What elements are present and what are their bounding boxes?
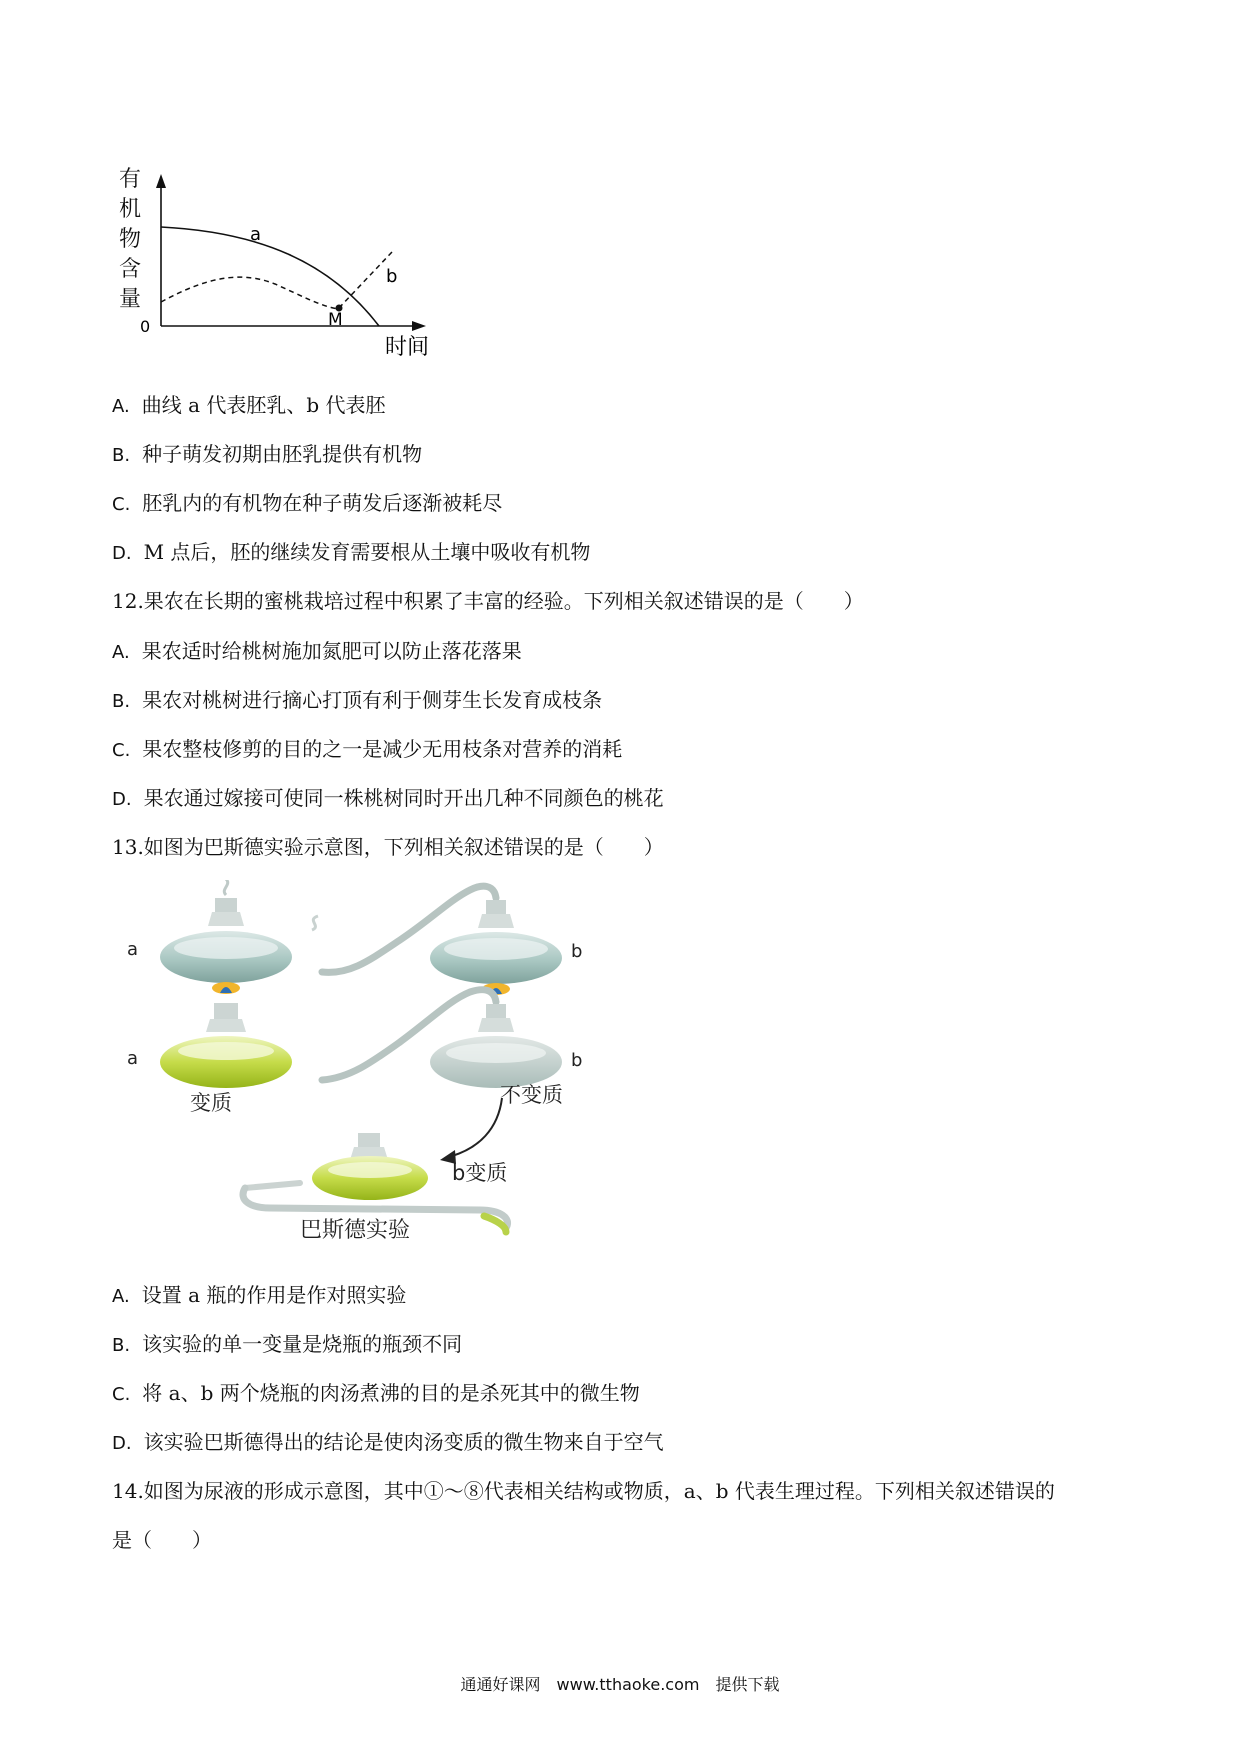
q11-option-a (112, 391, 386, 421)
q12-option-b (112, 686, 602, 716)
not-spoiled-label: 不变质 (500, 1083, 563, 1107)
figure-caption: 巴斯德实验 (300, 1218, 411, 1243)
option-letter: A. (112, 396, 130, 417)
organic-matter-chart (0, 0, 1240, 370)
flask-b-not-spoiled (322, 990, 562, 1088)
y-label-char: 量 (119, 287, 142, 312)
q11-option-b (112, 440, 422, 470)
origin-label: 0 (140, 317, 151, 336)
option-letter: D. (112, 543, 132, 564)
option-letter: B. (112, 1335, 131, 1356)
q14-stem-line2: 是（ ） (112, 1528, 212, 1552)
flask-a-heated (160, 880, 292, 994)
point-m-label: M (328, 310, 343, 330)
curve-b-label: b (386, 266, 398, 287)
option-text: 种子萌发初期由胚乳提供有机物 (142, 442, 423, 466)
option-text: 果农对桃树进行摘心打顶有利于侧芽生长发育成枝条 (142, 688, 603, 712)
option-text: 该实验的单一变量是烧瓶的瓶颈不同 (142, 1332, 463, 1356)
option-text: 曲线 a 代表胚乳、b 代表胚 (141, 393, 386, 417)
option-text: 果农整枝修剪的目的之一是减少无用枝条对营养的消耗 (142, 737, 623, 761)
q11-option-d (112, 538, 590, 568)
option-text: 果农通过嫁接可使同一株桃树同时开出几种不同颜色的桃花 (143, 786, 664, 810)
flask-a-bottom-label: a (127, 1048, 139, 1069)
y-axis-label (119, 167, 141, 312)
curve-a-label: a (250, 224, 262, 245)
q12-stem: 12.果农在长期的蜜桃栽培过程中积累了丰富的经验。下列相关叙述错误的是（ ） (112, 589, 864, 613)
option-text: 将 a、b 两个烧瓶的肉汤煮沸的目的是杀死其中的微生物 (142, 1381, 640, 1405)
option-letter: B. (112, 445, 131, 466)
option-text: 该实验巴斯德得出的结论是使肉汤变质的微生物来自于空气 (143, 1430, 664, 1454)
y-label-char: 有 (119, 167, 142, 192)
q13-option-b (112, 1330, 462, 1360)
flask-a-top-label: a (127, 939, 139, 960)
option-letter: C. (112, 1384, 131, 1405)
option-letter: C. (112, 494, 131, 515)
q11-option-c (112, 489, 502, 519)
b-spoiled-label: b变质 (452, 1161, 508, 1185)
flask-a-spoiled (160, 1003, 292, 1088)
q12-option-d (112, 784, 664, 814)
x-axis-label: 时间 (385, 335, 430, 360)
y-label-char: 机 (119, 197, 142, 222)
transition-arrow (452, 1098, 502, 1156)
pasteur-experiment-figure (0, 880, 1240, 1280)
option-letter: D. (112, 1433, 132, 1454)
q12-option-a (112, 637, 522, 667)
q14-stem-line1: 14.如图为尿液的形成示意图，其中①～⑧代表相关结构或物质，a、b 代表生理过程。下列相关叙述错误的 (112, 1479, 1055, 1503)
option-text: M 点后，胚的继续发育需要根从土壤中吸收有机物 (143, 540, 591, 564)
page-footer: 通通好课网 www.tthaoke.com 提供下载 (460, 1675, 780, 1694)
curve-a (161, 227, 379, 326)
q13-option-c (112, 1379, 640, 1409)
y-label-char: 含 (119, 257, 142, 282)
q13-option-a (112, 1281, 406, 1311)
option-text: 果农适时给桃树施加氮肥可以防止落花落果 (141, 639, 522, 663)
option-letter: A. (112, 642, 130, 663)
option-letter: C. (112, 740, 131, 761)
option-letter: D. (112, 789, 132, 810)
option-letter: B. (112, 691, 131, 712)
y-label-char: 物 (119, 227, 142, 252)
flask-b-heated (312, 886, 562, 995)
option-text: 设置 a 瓶的作用是作对照实验 (141, 1283, 407, 1307)
option-letter: A. (112, 1286, 130, 1307)
q13-option-d (112, 1428, 664, 1458)
q12-option-c (112, 735, 622, 765)
spoiled-label: 变质 (190, 1091, 232, 1115)
flask-b-bottom-label: b (571, 1050, 583, 1071)
flask-b-top-label: b (571, 941, 583, 962)
option-text: 胚乳内的有机物在种子萌发后逐渐被耗尽 (142, 491, 503, 515)
x-axis-arrow (412, 321, 426, 331)
y-axis-arrow (156, 174, 166, 188)
q13-stem: 13.如图为巴斯德实验示意图，下列相关叙述错误的是（ ） (112, 835, 664, 859)
